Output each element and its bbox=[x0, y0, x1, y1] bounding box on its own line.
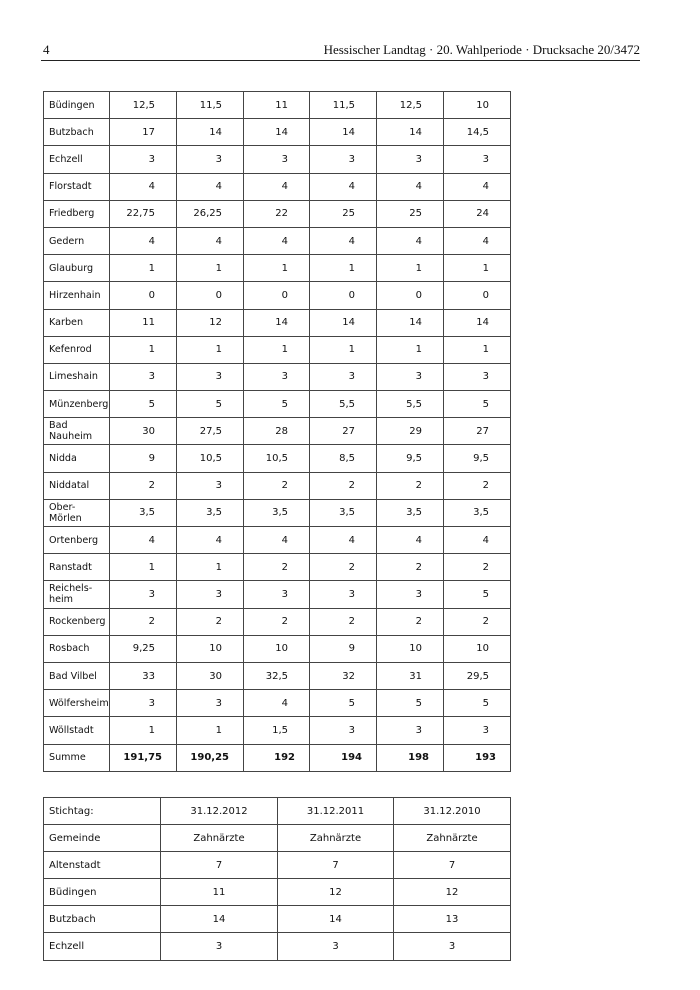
table-row bbox=[44, 933, 511, 960]
table-row bbox=[44, 255, 511, 282]
value-cell: 1 bbox=[244, 255, 310, 282]
stichtag-label: Stichtag: bbox=[44, 798, 161, 825]
table-row bbox=[44, 906, 511, 933]
value-cell: 11,5 bbox=[310, 92, 377, 119]
value-cell: 10,5 bbox=[244, 445, 310, 472]
value-cell: 0 bbox=[110, 282, 177, 309]
value-cell: 22 bbox=[244, 200, 310, 227]
date-cell: 31.12.2011 bbox=[278, 798, 394, 825]
table-row bbox=[44, 391, 511, 418]
value-cell: 25 bbox=[310, 200, 377, 227]
value-cell: 3 bbox=[394, 933, 511, 960]
value-cell: 1 bbox=[177, 336, 244, 363]
value-cell: 3 bbox=[310, 717, 377, 744]
table-row bbox=[44, 499, 511, 526]
value-cell: 3 bbox=[310, 363, 377, 390]
table-row bbox=[44, 363, 511, 390]
value-cell: 5 bbox=[244, 391, 310, 418]
value-cell: 3 bbox=[310, 146, 377, 173]
municipality-name: Kefenrod bbox=[44, 336, 110, 363]
value-cell: 3,5 bbox=[444, 499, 511, 526]
value-cell: 3 bbox=[444, 363, 511, 390]
value-cell: 5 bbox=[310, 690, 377, 717]
value-cell: 14 bbox=[310, 119, 377, 146]
value-cell: 2 bbox=[444, 608, 511, 635]
municipality-name: Bad Vilbel bbox=[44, 662, 110, 689]
value-cell: 4 bbox=[177, 527, 244, 554]
table-row bbox=[44, 690, 511, 717]
table-row bbox=[44, 635, 511, 662]
value-cell: 2 bbox=[244, 554, 310, 581]
sum-value: 192 bbox=[244, 744, 310, 771]
value-cell: 1 bbox=[110, 717, 177, 744]
value-cell: 32,5 bbox=[244, 662, 310, 689]
municipality-name: Wöllstadt bbox=[44, 717, 110, 744]
municipality-name: Niddatal bbox=[44, 472, 110, 499]
table-row bbox=[44, 336, 511, 363]
value-cell: 3 bbox=[177, 472, 244, 499]
value-cell: 3 bbox=[177, 690, 244, 717]
value-cell: 5,5 bbox=[310, 391, 377, 418]
value-cell: 4 bbox=[110, 527, 177, 554]
value-cell: 3,5 bbox=[177, 499, 244, 526]
column-header: Zahnärzte bbox=[278, 825, 394, 852]
value-cell: 11 bbox=[244, 92, 310, 119]
value-cell: 5 bbox=[377, 690, 444, 717]
value-cell: 3 bbox=[377, 581, 444, 608]
table-row bbox=[44, 227, 511, 254]
municipality-name: Reichels-heim bbox=[44, 581, 110, 608]
value-cell: 4 bbox=[244, 690, 310, 717]
value-cell: 27 bbox=[310, 418, 377, 445]
value-cell: 10 bbox=[444, 92, 511, 119]
value-cell: 3,5 bbox=[310, 499, 377, 526]
sum-row bbox=[44, 744, 511, 771]
municipality-name: Ortenberg bbox=[44, 527, 110, 554]
value-cell: 12 bbox=[177, 309, 244, 336]
value-cell: 7 bbox=[278, 852, 394, 879]
value-cell: 4 bbox=[310, 227, 377, 254]
value-cell: 1,5 bbox=[244, 717, 310, 744]
value-cell: 2 bbox=[110, 608, 177, 635]
value-cell: 5 bbox=[177, 391, 244, 418]
value-cell: 2 bbox=[377, 554, 444, 581]
municipality-name: Gedern bbox=[44, 227, 110, 254]
value-cell: 3 bbox=[377, 146, 444, 173]
value-cell: 3 bbox=[177, 581, 244, 608]
value-cell: 33 bbox=[110, 662, 177, 689]
value-cell: 12 bbox=[278, 879, 394, 906]
page-number: 4 bbox=[43, 42, 50, 57]
municipality-name: Karben bbox=[44, 309, 110, 336]
value-cell: 1 bbox=[377, 255, 444, 282]
value-cell: 9,5 bbox=[444, 445, 511, 472]
value-cell: 14 bbox=[177, 119, 244, 146]
value-cell: 4 bbox=[244, 173, 310, 200]
value-cell: 0 bbox=[444, 282, 511, 309]
value-cell: 0 bbox=[244, 282, 310, 309]
value-cell: 31 bbox=[377, 662, 444, 689]
value-cell: 12 bbox=[394, 879, 511, 906]
table-row bbox=[44, 92, 511, 119]
municipality-name: Rosbach bbox=[44, 635, 110, 662]
column-header: Zahnärzte bbox=[394, 825, 511, 852]
municipality-name: Büdingen bbox=[44, 92, 110, 119]
value-cell: 2 bbox=[377, 608, 444, 635]
value-cell: 2 bbox=[177, 608, 244, 635]
municipality-name: Nidda bbox=[44, 445, 110, 472]
value-cell: 4 bbox=[177, 173, 244, 200]
value-cell: 4 bbox=[310, 527, 377, 554]
value-cell: 1 bbox=[177, 717, 244, 744]
value-cell: 3 bbox=[110, 581, 177, 608]
value-cell: 11 bbox=[161, 879, 278, 906]
running-title: Hessischer Landtag · 20. Wahlperiode · Drucksache 20/3472 bbox=[323, 42, 640, 57]
value-cell: 7 bbox=[161, 852, 278, 879]
value-cell: 4 bbox=[444, 227, 511, 254]
municipality-name: Friedberg bbox=[44, 200, 110, 227]
value-cell: 3 bbox=[444, 717, 511, 744]
dentists-by-municipality-table bbox=[43, 797, 511, 961]
value-cell: 9 bbox=[310, 635, 377, 662]
value-cell: 10 bbox=[177, 635, 244, 662]
value-cell: 14 bbox=[244, 309, 310, 336]
value-cell: 2 bbox=[244, 472, 310, 499]
table-row bbox=[44, 119, 511, 146]
value-cell: 29,5 bbox=[444, 662, 511, 689]
table-row bbox=[44, 581, 511, 608]
value-cell: 2 bbox=[444, 554, 511, 581]
value-cell: 13 bbox=[394, 906, 511, 933]
value-cell: 3 bbox=[377, 717, 444, 744]
table-row bbox=[44, 282, 511, 309]
value-cell: 24 bbox=[444, 200, 511, 227]
value-cell: 1 bbox=[110, 255, 177, 282]
municipality-name: Münzenberg bbox=[44, 391, 110, 418]
value-cell: 10 bbox=[244, 635, 310, 662]
sum-value: 191,75 bbox=[110, 744, 177, 771]
table-row bbox=[44, 608, 511, 635]
value-cell: 14 bbox=[377, 119, 444, 146]
sum-label: Summe bbox=[44, 744, 110, 771]
value-cell: 3 bbox=[177, 146, 244, 173]
value-cell: 4 bbox=[444, 527, 511, 554]
sum-value: 198 bbox=[377, 744, 444, 771]
table-row bbox=[44, 527, 511, 554]
value-cell: 14 bbox=[161, 906, 278, 933]
value-cell: 10 bbox=[377, 635, 444, 662]
value-cell: 3,5 bbox=[244, 499, 310, 526]
municipality-name: Echzell bbox=[44, 146, 110, 173]
value-cell: 4 bbox=[377, 227, 444, 254]
date-cell: 31.12.2012 bbox=[161, 798, 278, 825]
value-cell: 4 bbox=[310, 173, 377, 200]
value-cell: 26,25 bbox=[177, 200, 244, 227]
table-row bbox=[44, 418, 511, 445]
table-row bbox=[44, 852, 511, 879]
table-row bbox=[44, 554, 511, 581]
value-cell: 2 bbox=[244, 608, 310, 635]
value-cell: 4 bbox=[377, 527, 444, 554]
value-cell: 1 bbox=[310, 255, 377, 282]
value-cell: 1 bbox=[377, 336, 444, 363]
gemeinde-header: Gemeinde bbox=[44, 825, 161, 852]
value-cell: 3 bbox=[310, 581, 377, 608]
value-cell: 32 bbox=[310, 662, 377, 689]
table-row bbox=[44, 717, 511, 744]
sum-value: 193 bbox=[444, 744, 511, 771]
municipality-name: Butzbach bbox=[44, 119, 110, 146]
value-cell: 0 bbox=[377, 282, 444, 309]
value-cell: 3 bbox=[244, 363, 310, 390]
value-cell: 28 bbox=[244, 418, 310, 445]
value-cell: 3 bbox=[110, 146, 177, 173]
value-cell: 2 bbox=[377, 472, 444, 499]
value-cell: 10,5 bbox=[177, 445, 244, 472]
value-cell: 29 bbox=[377, 418, 444, 445]
value-cell: 0 bbox=[177, 282, 244, 309]
table-row bbox=[44, 309, 511, 336]
value-cell: 3 bbox=[177, 363, 244, 390]
table-row bbox=[44, 200, 511, 227]
physicians-by-municipality-table bbox=[43, 91, 511, 772]
value-cell: 4 bbox=[110, 227, 177, 254]
value-cell: 3 bbox=[278, 933, 394, 960]
municipality-name: Ober-Mörlen bbox=[44, 499, 110, 526]
municipality-name: Limeshain bbox=[44, 363, 110, 390]
value-cell: 14 bbox=[310, 309, 377, 336]
value-cell: 3 bbox=[377, 363, 444, 390]
value-cell: 3 bbox=[244, 146, 310, 173]
value-cell: 3 bbox=[110, 363, 177, 390]
value-cell: 5 bbox=[110, 391, 177, 418]
value-cell: 17 bbox=[110, 119, 177, 146]
column-header-row bbox=[44, 825, 511, 852]
value-cell: 2 bbox=[444, 472, 511, 499]
value-cell: 10 bbox=[444, 635, 511, 662]
value-cell: 4 bbox=[177, 227, 244, 254]
value-cell: 30 bbox=[110, 418, 177, 445]
value-cell: 25 bbox=[377, 200, 444, 227]
municipality-name: Büdingen bbox=[44, 879, 161, 906]
sum-value: 194 bbox=[310, 744, 377, 771]
value-cell: 14 bbox=[377, 309, 444, 336]
municipality-name: Hirzenhain bbox=[44, 282, 110, 309]
value-cell: 7 bbox=[394, 852, 511, 879]
value-cell: 11 bbox=[110, 309, 177, 336]
municipality-name: Altenstadt bbox=[44, 852, 161, 879]
value-cell: 3,5 bbox=[377, 499, 444, 526]
municipality-name: Glauburg bbox=[44, 255, 110, 282]
value-cell: 14 bbox=[244, 119, 310, 146]
value-cell: 4 bbox=[377, 173, 444, 200]
sum-value: 190,25 bbox=[177, 744, 244, 771]
value-cell: 30 bbox=[177, 662, 244, 689]
table-row bbox=[44, 879, 511, 906]
value-cell: 1 bbox=[244, 336, 310, 363]
value-cell: 4 bbox=[244, 227, 310, 254]
value-cell: 5,5 bbox=[377, 391, 444, 418]
value-cell: 2 bbox=[310, 608, 377, 635]
value-cell: 9 bbox=[110, 445, 177, 472]
value-cell: 11,5 bbox=[177, 92, 244, 119]
table-row bbox=[44, 445, 511, 472]
table-row bbox=[44, 173, 511, 200]
table-row bbox=[44, 472, 511, 499]
value-cell: 5 bbox=[444, 581, 511, 608]
value-cell: 3,5 bbox=[110, 499, 177, 526]
value-cell: 2 bbox=[110, 472, 177, 499]
value-cell: 12,5 bbox=[110, 92, 177, 119]
value-cell: 8,5 bbox=[310, 445, 377, 472]
table-row bbox=[44, 146, 511, 173]
value-cell: 3 bbox=[444, 146, 511, 173]
value-cell: 1 bbox=[110, 336, 177, 363]
value-cell: 5 bbox=[444, 690, 511, 717]
value-cell: 27 bbox=[444, 418, 511, 445]
value-cell: 1 bbox=[177, 554, 244, 581]
value-cell: 3 bbox=[161, 933, 278, 960]
value-cell: 4 bbox=[444, 173, 511, 200]
value-cell: 14 bbox=[444, 309, 511, 336]
value-cell: 1 bbox=[444, 336, 511, 363]
value-cell: 1 bbox=[110, 554, 177, 581]
municipality-name: Florstadt bbox=[44, 173, 110, 200]
value-cell: 14 bbox=[278, 906, 394, 933]
value-cell: 0 bbox=[310, 282, 377, 309]
date-cell: 31.12.2010 bbox=[394, 798, 511, 825]
municipality-name: Ranstadt bbox=[44, 554, 110, 581]
page-header bbox=[41, 42, 640, 61]
value-cell: 12,5 bbox=[377, 92, 444, 119]
value-cell: 22,75 bbox=[110, 200, 177, 227]
value-cell: 9,5 bbox=[377, 445, 444, 472]
value-cell: 3 bbox=[110, 690, 177, 717]
value-cell: 4 bbox=[110, 173, 177, 200]
municipality-name: Wölfersheim bbox=[44, 690, 110, 717]
table-row bbox=[44, 662, 511, 689]
value-cell: 14,5 bbox=[444, 119, 511, 146]
value-cell: 1 bbox=[310, 336, 377, 363]
value-cell: 2 bbox=[310, 554, 377, 581]
column-header: Zahnärzte bbox=[161, 825, 278, 852]
municipality-name: Butzbach bbox=[44, 906, 161, 933]
value-cell: 4 bbox=[244, 527, 310, 554]
value-cell: 1 bbox=[444, 255, 511, 282]
value-cell: 2 bbox=[310, 472, 377, 499]
stichtag-row bbox=[44, 798, 511, 825]
municipality-name: Echzell bbox=[44, 933, 161, 960]
municipality-name: Bad Nauheim bbox=[44, 418, 110, 445]
value-cell: 27,5 bbox=[177, 418, 244, 445]
value-cell: 3 bbox=[244, 581, 310, 608]
value-cell: 1 bbox=[177, 255, 244, 282]
municipality-name: Rockenberg bbox=[44, 608, 110, 635]
value-cell: 9,25 bbox=[110, 635, 177, 662]
value-cell: 5 bbox=[444, 391, 511, 418]
